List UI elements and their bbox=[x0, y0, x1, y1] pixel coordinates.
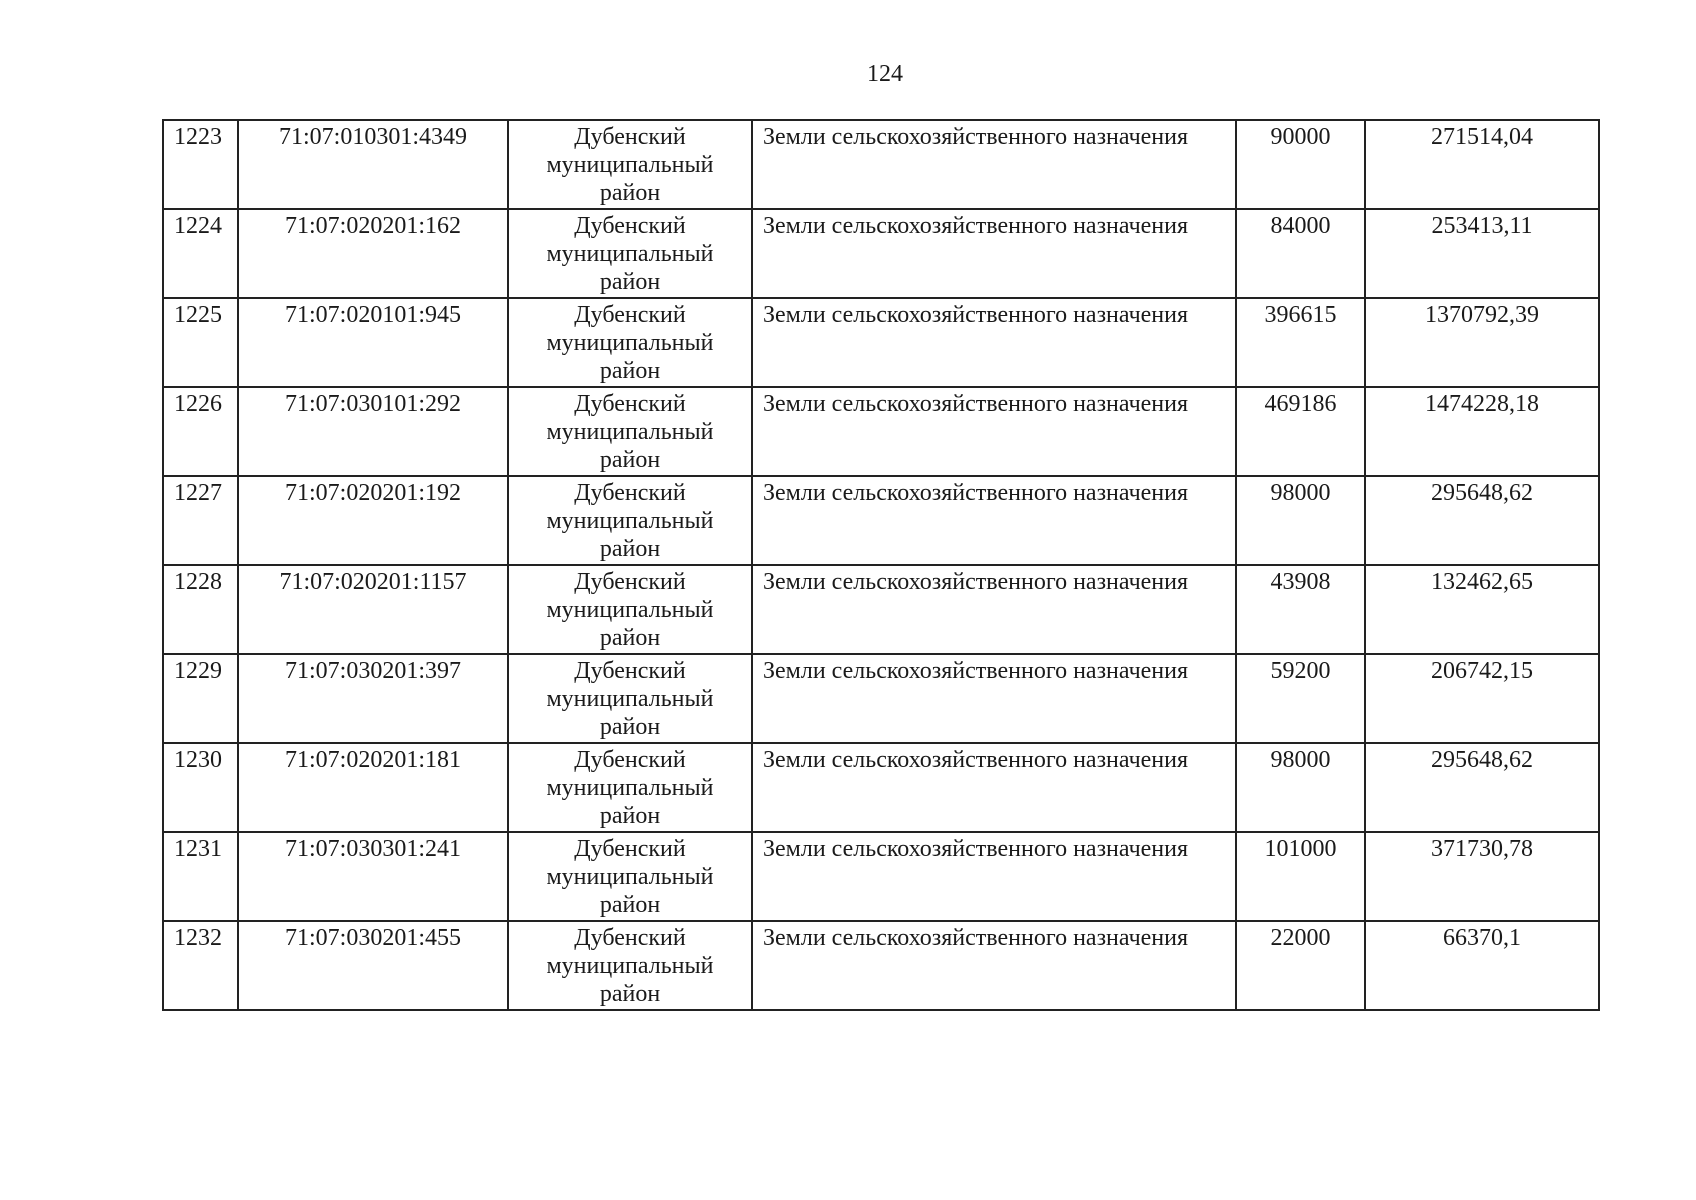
municipality-cell: Дубенский муниципальный район bbox=[508, 476, 752, 565]
land-category-cell: Земли сельскохозяйственного назначения bbox=[752, 120, 1236, 209]
area-cell: 59200 bbox=[1236, 654, 1365, 743]
land-category-cell: Земли сельскохозяйственного назначения bbox=[752, 387, 1236, 476]
row-number-cell: 1224 bbox=[163, 209, 238, 298]
row-number-cell: 1223 bbox=[163, 120, 238, 209]
cadastral-number-cell: 71:07:030201:397 bbox=[238, 654, 508, 743]
row-number-cell: 1228 bbox=[163, 565, 238, 654]
area-cell: 90000 bbox=[1236, 120, 1365, 209]
row-number-cell: 1229 bbox=[163, 654, 238, 743]
table-body bbox=[163, 120, 1599, 1010]
cadastral-cost-cell: 271514,04 bbox=[1365, 120, 1599, 209]
table-row bbox=[163, 120, 1599, 209]
cadastral-number-cell: 71:07:020201:162 bbox=[238, 209, 508, 298]
cadastral-number-cell: 71:07:020101:945 bbox=[238, 298, 508, 387]
table-row bbox=[163, 654, 1599, 743]
cadastral-number-cell: 71:07:020201:192 bbox=[238, 476, 508, 565]
table-row bbox=[163, 387, 1599, 476]
row-number-cell: 1225 bbox=[163, 298, 238, 387]
municipality-cell: Дубенский муниципальный район bbox=[508, 565, 752, 654]
row-number-cell: 1231 bbox=[163, 832, 238, 921]
table-row bbox=[163, 298, 1599, 387]
area-cell: 396615 bbox=[1236, 298, 1365, 387]
land-category-cell: Земли сельскохозяйственного назначения bbox=[752, 921, 1236, 1010]
cadastral-number-cell: 71:07:030301:241 bbox=[238, 832, 508, 921]
land-plots-table bbox=[162, 119, 1600, 1011]
land-category-cell: Земли сельскохозяйственного назначения bbox=[752, 565, 1236, 654]
area-cell: 98000 bbox=[1236, 476, 1365, 565]
cadastral-cost-cell: 1474228,18 bbox=[1365, 387, 1599, 476]
row-number-cell: 1227 bbox=[163, 476, 238, 565]
cadastral-number-cell: 71:07:020201:181 bbox=[238, 743, 508, 832]
cadastral-cost-cell: 295648,62 bbox=[1365, 743, 1599, 832]
cadastral-cost-cell: 206742,15 bbox=[1365, 654, 1599, 743]
row-number-cell: 1232 bbox=[163, 921, 238, 1010]
cadastral-cost-cell: 253413,11 bbox=[1365, 209, 1599, 298]
cadastral-cost-cell: 1370792,39 bbox=[1365, 298, 1599, 387]
municipality-cell: Дубенский муниципальный район bbox=[508, 921, 752, 1010]
land-category-cell: Земли сельскохозяйственного назначения bbox=[752, 298, 1236, 387]
area-cell: 22000 bbox=[1236, 921, 1365, 1010]
cadastral-number-cell: 71:07:010301:4349 bbox=[238, 120, 508, 209]
land-category-cell: Земли сельскохозяйственного назначения bbox=[752, 476, 1236, 565]
cadastral-number-cell: 71:07:020201:1157 bbox=[238, 565, 508, 654]
cadastral-cost-cell: 295648,62 bbox=[1365, 476, 1599, 565]
area-cell: 84000 bbox=[1236, 209, 1365, 298]
page-number: 124 bbox=[867, 61, 903, 87]
table-row bbox=[163, 921, 1599, 1010]
row-number-cell: 1226 bbox=[163, 387, 238, 476]
municipality-cell: Дубенский муниципальный район bbox=[508, 832, 752, 921]
cadastral-number-cell: 71:07:030101:292 bbox=[238, 387, 508, 476]
municipality-cell: Дубенский муниципальный район bbox=[508, 654, 752, 743]
municipality-cell: Дубенский муниципальный район bbox=[508, 209, 752, 298]
area-cell: 43908 bbox=[1236, 565, 1365, 654]
area-cell: 98000 bbox=[1236, 743, 1365, 832]
land-category-cell: Земли сельскохозяйственного назначения bbox=[752, 832, 1236, 921]
row-number-cell: 1230 bbox=[163, 743, 238, 832]
cadastral-cost-cell: 371730,78 bbox=[1365, 832, 1599, 921]
land-category-cell: Земли сельскохозяйственного назначения bbox=[752, 743, 1236, 832]
table-row bbox=[163, 565, 1599, 654]
municipality-cell: Дубенский муниципальный район bbox=[508, 743, 752, 832]
cadastral-number-cell: 71:07:030201:455 bbox=[238, 921, 508, 1010]
area-cell: 469186 bbox=[1236, 387, 1365, 476]
table-row bbox=[163, 209, 1599, 298]
land-category-cell: Земли сельскохозяйственного назначения bbox=[752, 209, 1236, 298]
table-row bbox=[163, 832, 1599, 921]
cadastral-cost-cell: 66370,1 bbox=[1365, 921, 1599, 1010]
municipality-cell: Дубенский муниципальный район bbox=[508, 298, 752, 387]
municipality-cell: Дубенский муниципальный район bbox=[508, 120, 752, 209]
land-category-cell: Земли сельскохозяйственного назначения bbox=[752, 654, 1236, 743]
municipality-cell: Дубенский муниципальный район bbox=[508, 387, 752, 476]
cadastral-cost-cell: 132462,65 bbox=[1365, 565, 1599, 654]
table-row bbox=[163, 476, 1599, 565]
table-row bbox=[163, 743, 1599, 832]
area-cell: 101000 bbox=[1236, 832, 1365, 921]
